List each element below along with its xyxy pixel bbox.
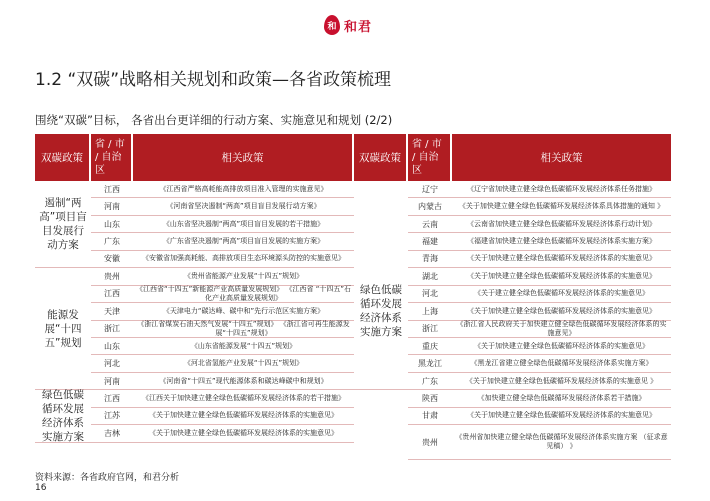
- header-province-right: 省 / 市 / 自治区: [408, 134, 452, 181]
- policy-cell: 《浙江省煤炭石油天然气发展“十四五”规划》 《浙江省可再生能源发展“十四五”规划》: [133, 321, 354, 338]
- province-cell: 江西: [91, 181, 133, 198]
- category-spacer: [354, 181, 408, 233]
- policy-cell: 《福建省加快建立健全绿色低碳循环发展经济体系实施方案》: [452, 233, 671, 250]
- header-category-left: 双碳政策: [35, 134, 91, 181]
- logo-mark-icon: 和: [324, 15, 340, 35]
- policy-cell: 《河北省氢能产业发展“十四五”规划》: [133, 355, 354, 372]
- province-cell: 甘肃: [408, 408, 452, 425]
- policy-cell: 《关于加快建立健全绿色低碳循环发展经济体系的实施意见》: [133, 408, 354, 425]
- header-category-right: 双碳政策: [354, 134, 408, 181]
- province-cell: 贵州: [408, 425, 452, 460]
- policy-cell: 《浙江省人民政府关于加快建立健全绿色低碳循环发展经济体系的实施意见》: [452, 321, 671, 338]
- header-policy-left: 相关政策: [133, 134, 354, 181]
- policy-cell: 《广东省坚决遏制“两高”项目盲目发展的实施方案》: [133, 233, 354, 250]
- page-number: 16: [35, 483, 47, 493]
- province-cell: 河南: [91, 198, 133, 215]
- province-cell: 内蒙古: [408, 198, 452, 215]
- page-subtitle: 围绕“双碳”目标， 各省出台更详细的行动方案、实施意见和规划 (2/2): [35, 113, 393, 127]
- province-cell: 辽宁: [408, 181, 452, 198]
- policy-cell: 《江西省严格高耗能高排放项目准入管理的实施意见》: [133, 181, 354, 198]
- header-province-left: 省 / 市 / 自治区: [91, 134, 133, 181]
- category-cell-left: 遏制“两高”项目盲目发展行动方案: [35, 181, 91, 268]
- province-cell: 河北: [91, 355, 133, 372]
- logo-text: 和君: [344, 19, 373, 35]
- header-policy-right: 相关政策: [452, 134, 671, 181]
- policy-cell: 《江西关于加快建立健全绿色低碳循环发展经济体系的若干措施》: [133, 390, 354, 407]
- province-cell: 河北: [408, 286, 452, 303]
- province-cell: 江苏: [91, 408, 133, 425]
- policy-table: [35, 134, 671, 460]
- policy-cell: 《加快建立健全绿色低碳循环发展经济体系若干措施》: [452, 390, 671, 407]
- policy-cell: 《关于加快建立健全绿色低碳循环发展经济体系的实施意见》: [133, 425, 354, 442]
- province-cell: 贵州: [91, 268, 133, 285]
- policy-cell: 《江西省“十四五”新能源产业高质量发展规划》 《江西省 “十四五”石化产业高质量发展规划》: [133, 286, 354, 303]
- province-cell: 天津: [91, 303, 133, 320]
- policy-cell: 《关于加快建立健全绿色低碳循环发展经济体系的实施意见》: [452, 268, 671, 285]
- province-cell: 吉林: [91, 425, 133, 442]
- policy-cell: 《山东省坚决遏制“两高”项目盲目发展的若干措施》: [133, 216, 354, 233]
- policy-cell: 《贵州省能源产业发展“十四五”规划》: [133, 268, 354, 285]
- province-cell: 上海: [408, 303, 452, 320]
- policy-cell: 《关于加快建立健全绿色低碳循环发展经济体系的实施意见》: [452, 251, 671, 268]
- policy-cell: 《关于加快建立健全绿色低碳循环发展经济体系的实施意见》: [452, 303, 671, 320]
- province-cell: 重庆: [408, 338, 452, 355]
- page-title: 1.2 “双碳”战略相关规划和政策—各省政策梳理: [35, 70, 392, 90]
- province-cell: 山东: [91, 338, 133, 355]
- province-cell: 湖北: [408, 268, 452, 285]
- province-cell: 云南: [408, 216, 452, 233]
- policy-cell: 《云南省加快建立健全绿色低碳循环发展经济体系行动计划》: [452, 216, 671, 233]
- policy-cell: 《贵州省加快建立健全绿色低碳循环发展经济体系实施方案 （征求意见稿） 》: [452, 425, 671, 460]
- province-cell: 江西: [91, 286, 133, 303]
- province-cell: 青海: [408, 251, 452, 268]
- policy-cell: 《关于加快建立健全绿色低碳循环发展经济体系的实施意见 》: [452, 373, 671, 390]
- policy-cell: 《关于加快建立健全绿色低碳循环发展经济体系具体措施的通知 》: [452, 198, 671, 215]
- province-cell: 浙江: [408, 321, 452, 338]
- province-cell: 福建: [408, 233, 452, 250]
- policy-cell: 《黑龙江省建立健全绿色低碳循环发展经济体系实施方案》: [452, 355, 671, 372]
- category-spacer: [354, 390, 408, 442]
- policy-cell: 《关于加快建立健全绿色低碳循环经济体系的实施意见》: [452, 338, 671, 355]
- province-cell: 广东: [91, 233, 133, 250]
- policy-cell: 《安徽省加强高耗能、高排放项目生态环境源头防控的实施意见》: [133, 251, 354, 268]
- province-cell: 山东: [91, 216, 133, 233]
- policy-cell: 《关于建立健全绿色低碳循环发展经济体系的实施意见》: [452, 286, 671, 303]
- policy-cell: 《天津电力“碳达峰、碳中和”先行示范区实施方案》: [133, 303, 354, 320]
- policy-cell: 《关于加快建立健全绿色低碳循环发展经济体系的实施意见》: [452, 408, 671, 425]
- category-cell-left: 能源发展“十四五”规划: [35, 268, 91, 390]
- source-note: 资料来源：各省政府官网，和君分析: [35, 473, 180, 483]
- province-cell: 浙江: [91, 321, 133, 338]
- policy-cell: 《河南省坚决遏制“两高”项目盲目发展行动方案》: [133, 198, 354, 215]
- province-cell: 黑龙江: [408, 355, 452, 372]
- province-cell: 安徽: [91, 251, 133, 268]
- category-cell-right: 绿色低碳循环发展经济体系实施方案: [354, 233, 408, 390]
- policy-cell: 《河南省“十四五”现代能源体系和碳达峰碳中和规划》: [133, 373, 354, 390]
- category-cell-left: 绿色低碳循环发展经济体系实施方案: [35, 390, 91, 442]
- province-cell: 陕西: [408, 390, 452, 407]
- policy-cell: 《辽宁省加快建立健全绿色低碳循环发展经济体系任务措施》: [452, 181, 671, 198]
- province-cell: 广东: [408, 373, 452, 390]
- province-cell: 河南: [91, 373, 133, 390]
- province-cell: 江西: [91, 390, 133, 407]
- company-logo: [324, 14, 372, 36]
- policy-cell: 《山东省能源发展“十四五”规划》: [133, 338, 354, 355]
